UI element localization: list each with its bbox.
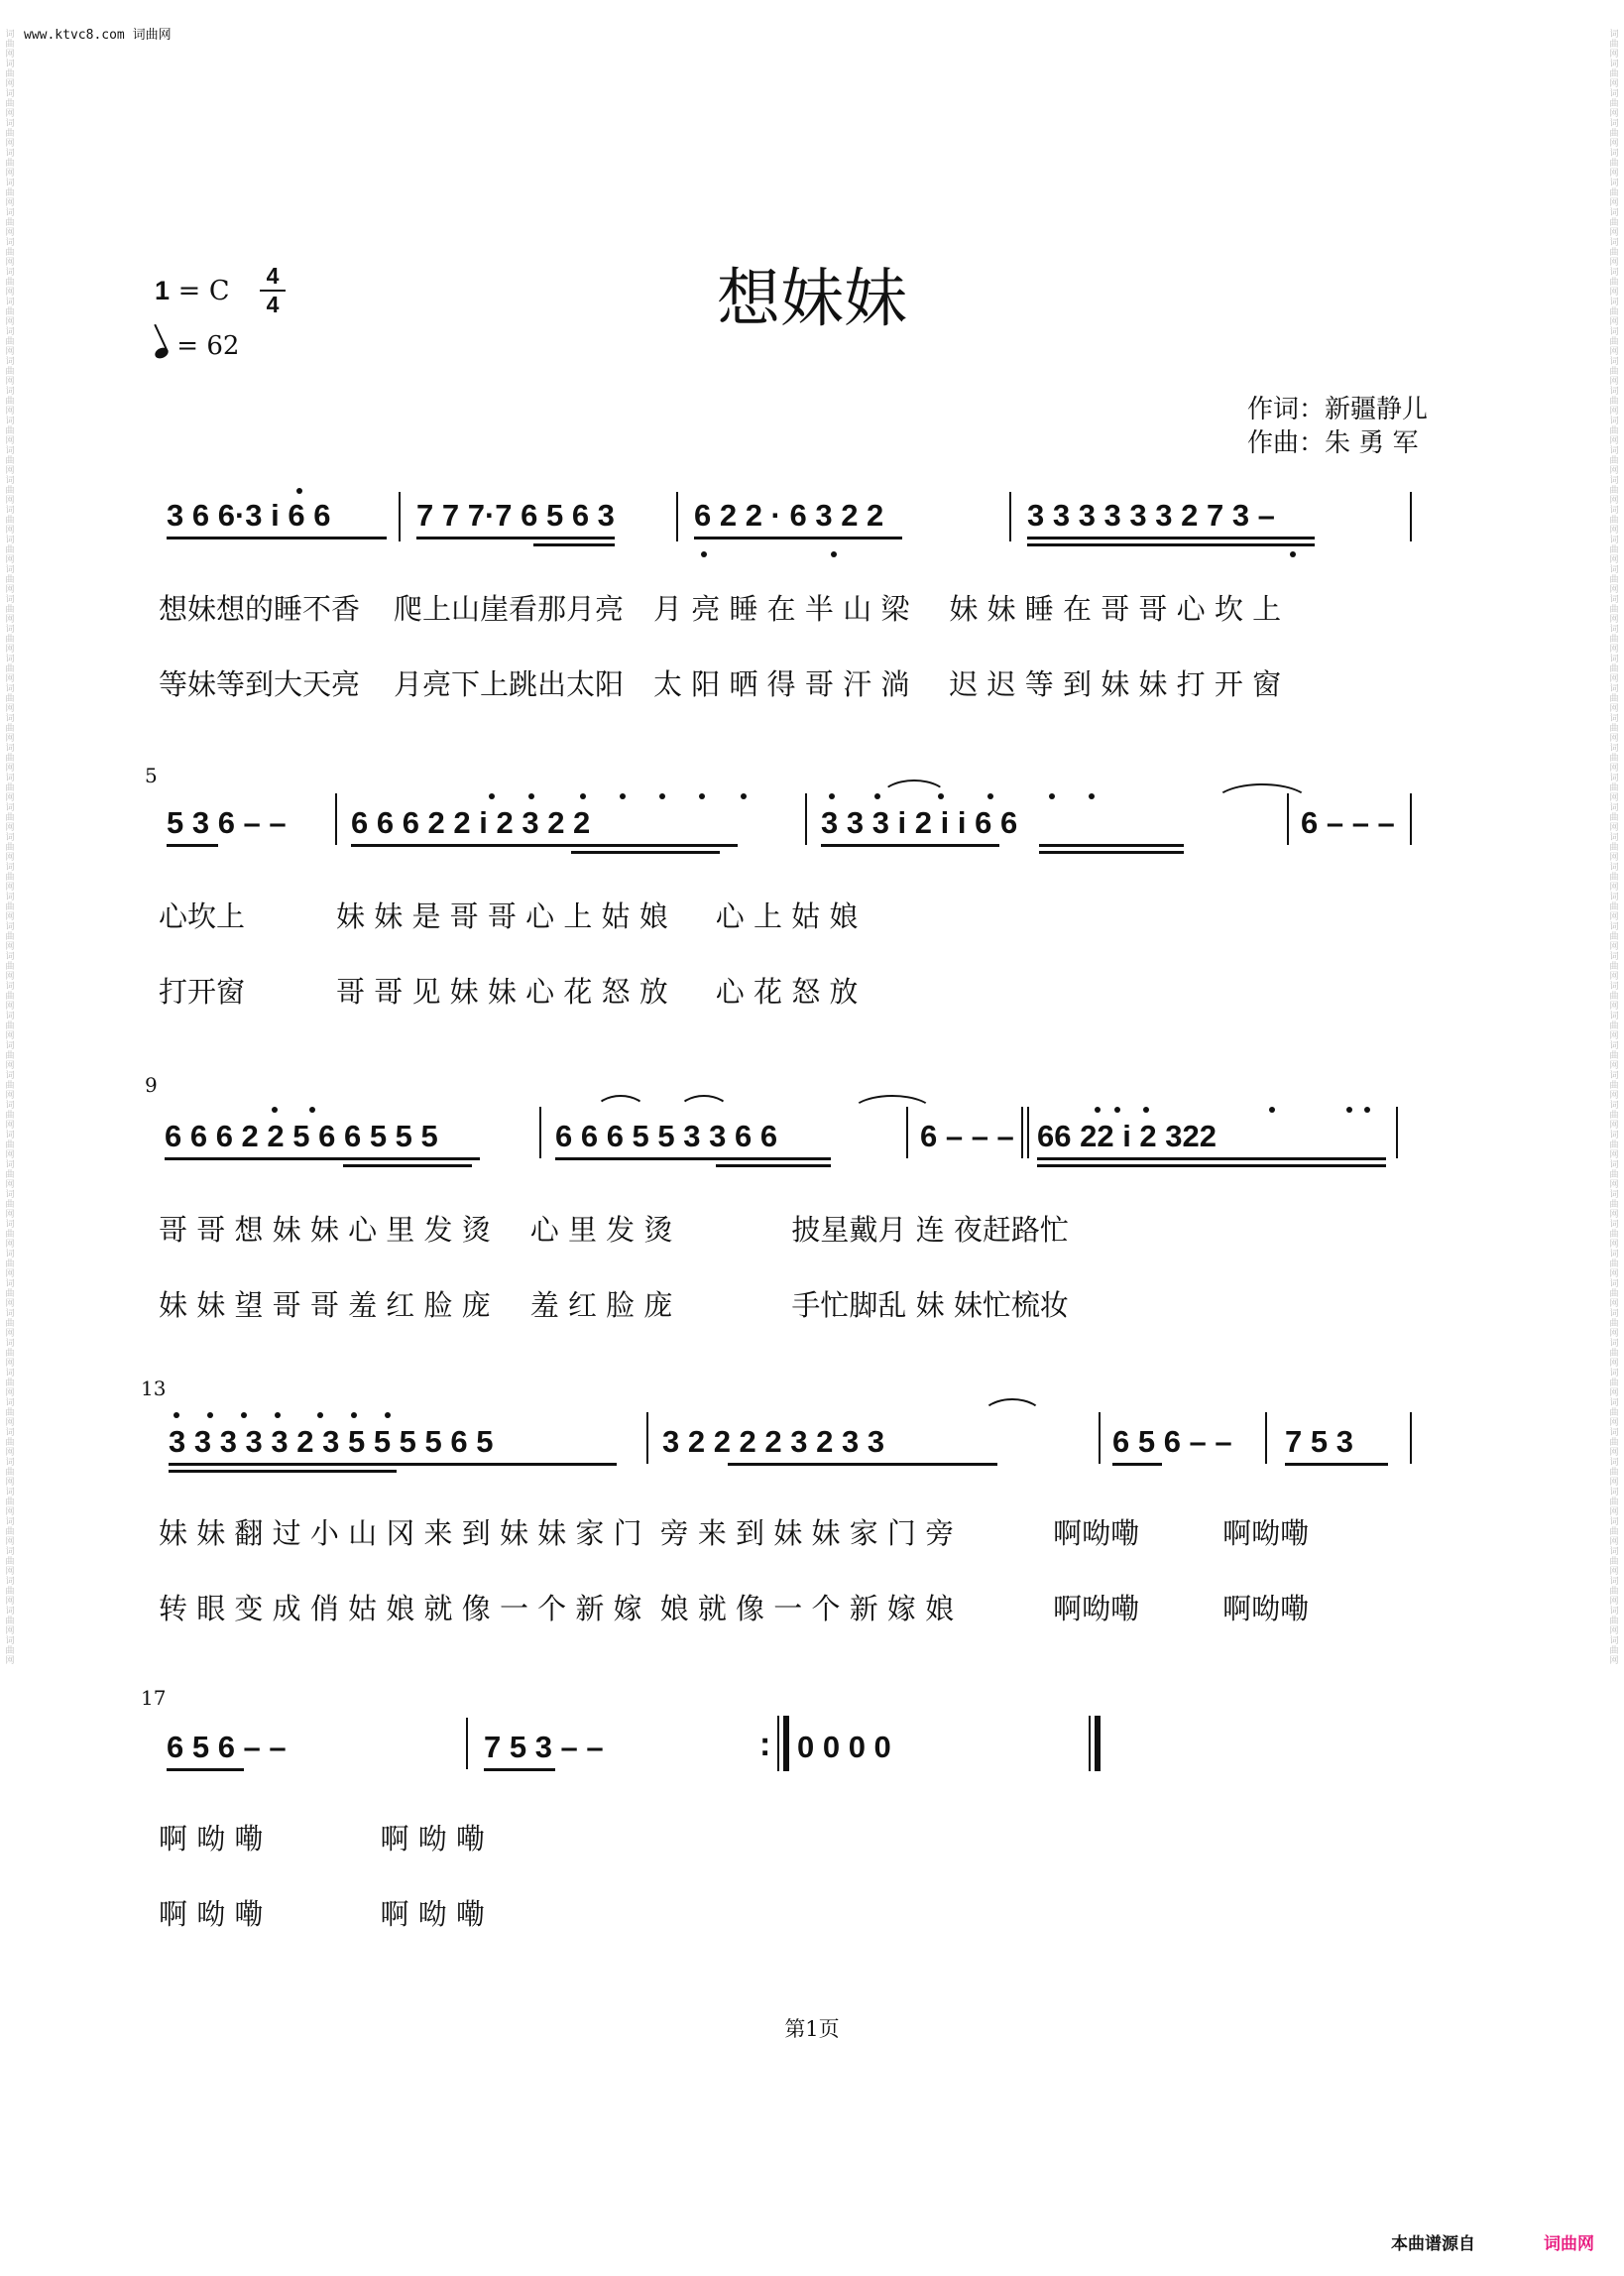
barline bbox=[805, 793, 807, 845]
underline bbox=[1037, 1164, 1386, 1167]
octave-dot bbox=[1364, 1107, 1370, 1113]
octave-dot bbox=[1290, 551, 1296, 557]
barline bbox=[539, 1107, 541, 1158]
barline-thick bbox=[783, 1716, 789, 1771]
measure-11-notes: 6 – – – bbox=[920, 1119, 1014, 1153]
tie-slur bbox=[851, 1095, 934, 1113]
measure-number: 13 bbox=[141, 1377, 167, 1400]
lyric-line-1: 想妹想的睡不香 爬上山崖看那月亮 月 亮 睡 在 半 山 梁 妹 妹 睡 在 哥 哥 心 坎 上 bbox=[159, 592, 1282, 626]
octave-dot bbox=[620, 793, 626, 799]
barline bbox=[906, 1107, 908, 1158]
measure-number: 5 bbox=[145, 764, 158, 787]
lyric-line-2: 妹 妹 望 哥 哥 羞 红 脸 庞 羞 红 脸 庞 手忙脚乱 妹 妹忙梳妆 bbox=[159, 1288, 1069, 1322]
octave-dot bbox=[1049, 793, 1055, 799]
underline bbox=[1039, 851, 1184, 854]
octave-dot bbox=[1346, 1107, 1352, 1113]
underline bbox=[694, 537, 902, 539]
octave-dot bbox=[385, 1412, 391, 1418]
tempo-marking: = 62 bbox=[155, 331, 239, 361]
octave-dot bbox=[207, 1412, 213, 1418]
barline bbox=[466, 1718, 468, 1769]
measure-13-notes: 3 3 3 3 3 2 3 5 5 5 5 6 5 bbox=[169, 1424, 494, 1459]
octave-dot bbox=[1269, 1107, 1275, 1113]
octave-dot bbox=[1143, 1107, 1149, 1113]
measure-5-notes: 5 3 6 – – bbox=[167, 805, 287, 840]
octave-dot bbox=[275, 1412, 281, 1418]
lyric-line-2: 打开窗 哥 哥 见 妹 妹 心 花 怒 放 心 花 怒 放 bbox=[159, 975, 859, 1009]
barline bbox=[1089, 1716, 1091, 1771]
underline bbox=[1285, 1463, 1388, 1466]
barline bbox=[646, 1412, 648, 1464]
measure-6-notes: 6 6 6 2 2 i 2 3 2 2 bbox=[351, 805, 591, 840]
lyric-line-1: 啊 呦 嘞 啊 呦 嘞 bbox=[159, 1822, 485, 1856]
octave-dot bbox=[829, 793, 835, 799]
barline bbox=[1099, 1412, 1101, 1464]
repeat-dots: : bbox=[759, 1726, 771, 1763]
underline bbox=[351, 844, 738, 847]
measure-12-notes: 66 22 i 2 322 bbox=[1037, 1119, 1217, 1153]
lyric-line-2: 啊 呦 嘞 啊 呦 嘞 bbox=[159, 1897, 485, 1931]
left-watermark-strip: 词曲网词曲网词曲网词曲网词曲网词曲网词曲网词曲网词曲网词曲网词曲网词曲网词曲网词曲网词曲网词曲网词曲网词曲网词曲网词曲网词曲网词曲网词曲网词曲网词曲网词曲网词曲网词曲网词曲网词曲网词曲网词曲网词曲网词曲网词曲网词曲网词曲网词曲网词曲网词曲网词曲网词曲网词曲网词曲网词曲网词曲网词曲网词曲网词曲网词曲网词曲网词曲网词曲网词曲网词曲网 bbox=[5, 30, 15, 1666]
underline bbox=[169, 1470, 397, 1473]
barline bbox=[1410, 793, 1412, 845]
lyric-line-1: 哥 哥 想 妹 妹 心 里 发 烫 心 里 发 烫 披星戴月 连 夜赶路忙 bbox=[159, 1213, 1069, 1247]
lyric-line-1: 心坎上 妹 妹 是 哥 哥 心 上 姑 娘 心 上 姑 娘 bbox=[159, 899, 859, 933]
octave-dot bbox=[987, 793, 993, 799]
footer-brand-link[interactable]: 词曲网 bbox=[1544, 2234, 1594, 2254]
octave-dot bbox=[528, 793, 534, 799]
underline bbox=[571, 851, 720, 854]
measure-10-notes: 6 6 6 5 5 3 3 6 6 bbox=[555, 1119, 778, 1153]
barline bbox=[399, 492, 401, 541]
octave-dot bbox=[1095, 1107, 1101, 1113]
tie-slur bbox=[880, 779, 948, 797]
octave-dot bbox=[701, 551, 707, 557]
measure-17-notes: 6 5 6 – – bbox=[167, 1730, 287, 1764]
measure-16-notes: 7 5 3 bbox=[1285, 1424, 1353, 1459]
lyric-line-2: 转 眼 变 成 俏 姑 娘 就 像 一 个 新 嫁 娘 就 像 一 个 新 嫁 娘 啊呦嘞 啊呦嘞 bbox=[159, 1592, 1310, 1625]
measure-7-notes: 3 3 3 i 2 i i 6 6 bbox=[821, 805, 1018, 840]
time-signature: 4 4 bbox=[260, 264, 286, 317]
measure-3-notes: 6 2 2 · 6 3 2 2 bbox=[694, 498, 884, 533]
page-number: 第1页 bbox=[784, 2017, 840, 2041]
measure-number: 9 bbox=[145, 1073, 158, 1097]
octave-dot bbox=[309, 1107, 315, 1113]
measure-18-notes: 7 5 3 – – bbox=[484, 1730, 604, 1764]
measure-4-notes: 3 3 3 3 3 3 2 7 3 – bbox=[1027, 498, 1275, 533]
underline bbox=[728, 1463, 997, 1466]
barline bbox=[1265, 1412, 1267, 1464]
barline-thick bbox=[1095, 1716, 1101, 1771]
barline bbox=[335, 793, 337, 845]
octave-dot bbox=[296, 488, 302, 494]
underline bbox=[167, 537, 387, 539]
barline bbox=[1410, 492, 1412, 541]
underline bbox=[167, 1768, 244, 1771]
key-signature: 1 = C bbox=[155, 276, 230, 306]
underline bbox=[1112, 1463, 1162, 1466]
underline bbox=[169, 1463, 617, 1466]
octave-dot bbox=[351, 1412, 357, 1418]
measure-8-notes: 6 – – – bbox=[1301, 805, 1395, 840]
octave-dot bbox=[1114, 1107, 1120, 1113]
underline bbox=[555, 1157, 831, 1160]
octave-dot bbox=[174, 1412, 179, 1418]
underline bbox=[716, 1164, 831, 1167]
octave-dot bbox=[699, 793, 705, 799]
octave-dot bbox=[741, 793, 747, 799]
barline bbox=[1396, 1107, 1398, 1158]
tie-slur bbox=[678, 1095, 730, 1111]
underline bbox=[167, 844, 218, 847]
octave-dot bbox=[659, 793, 665, 799]
lyric-line-2: 等妹等到大天亮 月亮下上跳出太阳 太 阳 晒 得 哥 汗 淌 迟 迟 等 到 妹 妹 打 开 窗 bbox=[159, 667, 1282, 701]
measure-number: 17 bbox=[141, 1686, 167, 1710]
lyricist: 作词：新疆静儿 bbox=[1246, 395, 1428, 424]
underline bbox=[1037, 1157, 1386, 1160]
footer-source-label: 本曲谱源自 bbox=[1391, 2234, 1475, 2254]
measure-9-notes: 6 6 6 2 2 5 6 6 5 5 5 bbox=[165, 1119, 438, 1153]
octave-dot bbox=[272, 1107, 278, 1113]
barline bbox=[676, 492, 678, 541]
measure-1-notes: 3 6 6·3 i 6 6 bbox=[167, 498, 331, 533]
octave-dot bbox=[831, 551, 837, 557]
quarter-note-icon bbox=[154, 346, 171, 361]
barline bbox=[1410, 1412, 1412, 1464]
underline bbox=[1027, 537, 1315, 539]
octave-dot bbox=[580, 793, 586, 799]
measure-14-notes: 3 2 2 2 2 3 2 3 3 bbox=[662, 1424, 885, 1459]
barline bbox=[1027, 1107, 1029, 1158]
underline bbox=[533, 543, 615, 546]
lyric-line-1: 妹 妹 翻 过 小 山 冈 来 到 妹 妹 家 门 旁 来 到 妹 妹 家 门 旁 啊呦嘞 啊呦嘞 bbox=[159, 1516, 1310, 1550]
underline bbox=[165, 1157, 480, 1160]
credits bbox=[1247, 393, 1428, 460]
tie-slur bbox=[595, 1095, 646, 1111]
measure-19-notes: 0 0 0 0 bbox=[797, 1730, 891, 1764]
underline bbox=[1039, 844, 1184, 847]
song-title: 想妹妹 bbox=[717, 263, 907, 336]
underline bbox=[1027, 543, 1315, 546]
site-url[interactable]: www.ktvc8.com 词曲网 bbox=[24, 28, 172, 43]
octave-dot bbox=[317, 1412, 323, 1418]
right-watermark-strip: 词曲网词曲网词曲网词曲网词曲网词曲网词曲网词曲网词曲网词曲网词曲网词曲网词曲网词曲网词曲网词曲网词曲网词曲网词曲网词曲网词曲网词曲网词曲网词曲网词曲网词曲网词曲网词曲网词曲网词曲网词曲网词曲网词曲网词曲网词曲网词曲网词曲网词曲网词曲网词曲网词曲网词曲网词曲网词曲网词曲网词曲网词曲网词曲网词曲网词曲网词曲网词曲网词曲网词曲网词曲网 bbox=[1609, 30, 1619, 1666]
octave-dot bbox=[241, 1412, 247, 1418]
octave-dot bbox=[1089, 793, 1095, 799]
underline bbox=[343, 1164, 472, 1167]
underline bbox=[484, 1768, 555, 1771]
tie-slur bbox=[1214, 783, 1311, 803]
measure-15-notes: 6 5 6 – – bbox=[1112, 1424, 1232, 1459]
barline bbox=[1021, 1107, 1023, 1158]
barline bbox=[777, 1716, 779, 1771]
underline bbox=[821, 844, 999, 847]
composer: 作曲：朱 勇 军 bbox=[1246, 428, 1419, 458]
tie-slur bbox=[982, 1398, 1043, 1416]
underline bbox=[416, 537, 615, 539]
measure-2-notes: 7 7 7·7 6 5 6 3 bbox=[416, 498, 615, 533]
barline bbox=[1009, 492, 1011, 541]
octave-dot bbox=[489, 793, 495, 799]
